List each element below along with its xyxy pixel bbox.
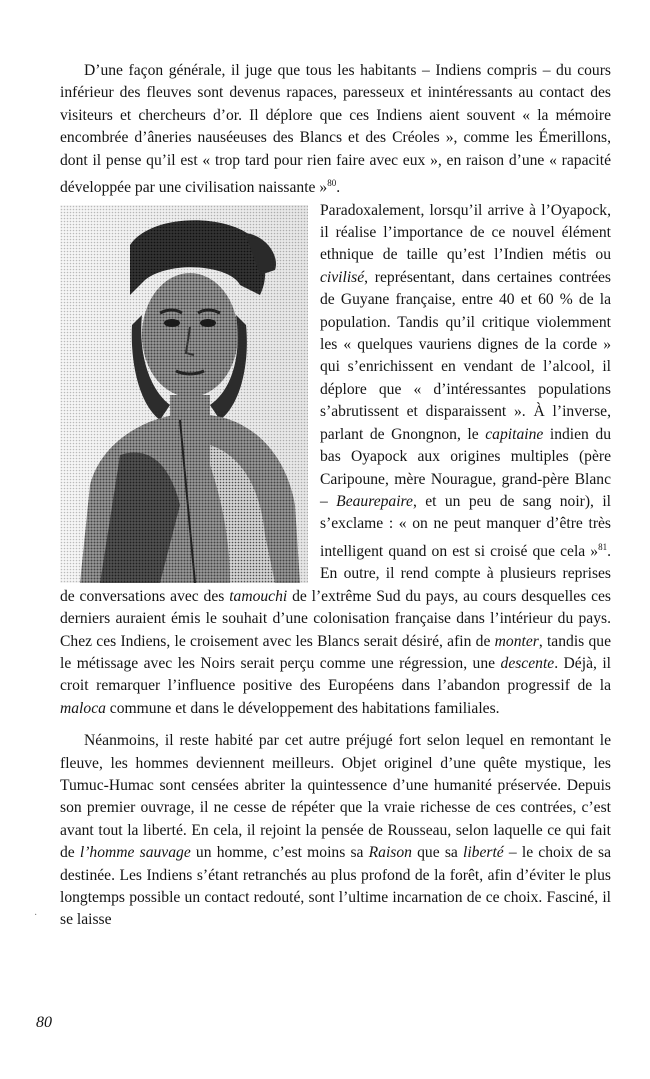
- portrait-photo: [60, 205, 308, 583]
- paragraph-2-part: de l’extrême Sud du pays, au cours desquelles ces derniers auraient émis le souhait d’une colonisation française dans l’intérieur du pays. Chez ces Indiens, le croisement avec les Blancs serait désiré, afin de: [60, 587, 611, 650]
- footnote-ref-80: 80: [327, 178, 337, 189]
- paragraph-2-part: , et un peu de sang noir), il s’exclame : « on ne peut manquer d’être très intelligent quand on est si croisé que cela »: [320, 492, 611, 560]
- page-body: [60, 60, 611, 932]
- emphasis-homme-sauvage: l’homme sauvage: [79, 844, 191, 862]
- emphasis-descente: descente: [500, 654, 555, 672]
- paragraph-3-part: que sa: [411, 844, 463, 862]
- paragraph-2-part: indien du bas Oyapock aux origines multiples (père Caripoune, mère Nourague, grand-père Blanc –: [320, 425, 611, 510]
- margin-mark: ·: [34, 910, 38, 921]
- paragraph-3-part: un homme, c’est moins sa: [190, 844, 369, 862]
- emphasis-liberte: liberté: [463, 844, 504, 862]
- paragraph-2-part: commune et dans le développement des habitations familiales.: [105, 699, 500, 717]
- emphasis-monter: monter: [494, 632, 539, 650]
- paragraph-3-part: – le choix de sa destinée. Les Indiens s’étant retranchés au plus profond de la forêt, afin d’éviter le plus longtemps possible un contact redouté, sont l’ultime incarnation de ce choix. Fasciné, il se laisse: [60, 844, 612, 929]
- emphasis-raison: Raison: [368, 844, 412, 862]
- emphasis-civilise: civilisé: [320, 268, 365, 286]
- emphasis-maloca: maloca: [60, 699, 106, 717]
- emphasis-beaurepaire: Beaurepaire: [336, 492, 413, 510]
- paragraph-2-part: , représentant, dans certaines contrées de Guyane française, entre 40 et 60 % de la population. Tandis qu’il critique violemment les « quelques vauriens dignes de la corde » qui s’enrichissent en vendant de l’alcool, il déplore que « d’intéressantes populations s’abrutissent et disparaissent ». À l’inverse, parlant de Gnongnon, le: [320, 268, 611, 443]
- emphasis-tamouchi: tamouchi: [229, 587, 288, 605]
- portrait-image: [60, 205, 308, 583]
- paragraph-1-text: D’une façon générale, il juge que tous les habitants – Indiens compris – du cours inférieur des fleuves sont devenus rapaces, paresseux et inintéressants au contact des visiteurs et chercheurs d’or. Il déplore que ces Indiens aient souvent « la mémoire encombrée d’âneries nauséeuses des Blancs et des Créoles », comme les Émerillons, dont il pense qu’il est « trop tard pour rien faire avec eux », en raison d’une « rapacité développée par une civilisation naissante »: [60, 62, 611, 197]
- paragraph-2-part: Paradoxalement, lorsqu’il arrive à l’Oyapock, il réalise l’importance de ce nouvel élément ethnique de taille qu’est l’Indien métis ou: [320, 201, 611, 264]
- paragraph-1: [60, 60, 611, 200]
- paragraph-2-part: , tandis que le métissage avec les Noirs serait perçu comme une régression, une: [60, 632, 611, 672]
- page-number: 80: [36, 1014, 52, 1031]
- emphasis-capitaine: capitaine: [485, 425, 544, 443]
- paragraph-1-end: .: [336, 179, 341, 197]
- paragraph-3: [60, 730, 611, 932]
- paragraph-3-part: Néanmoins, il reste habité par cet autre préjugé fort selon lequel en remontant le fleuve, les hommes deviennent meilleurs. Objet originel d’une quête mystique, les Tumuc-Humac sont censées abriter la quintessence d’une humanité préservée. Depuis son premier ouvrage, il ne cesse de répéter que la vraie richesse de ces contrées, c’est avant tout la liberté. En cela, il rejoint la pensée de Rousseau, selon laquelle ce qui fait de: [60, 732, 611, 862]
- paragraph-2-part: . Déjà, il croit remarquer l’influence positive des Européens dans l’abandon progressif de la: [60, 654, 611, 695]
- paragraph-2-part: . En outre, il rend compte à plusieurs reprises de conversations avec des: [60, 542, 611, 605]
- footnote-ref-81: 81: [598, 541, 608, 552]
